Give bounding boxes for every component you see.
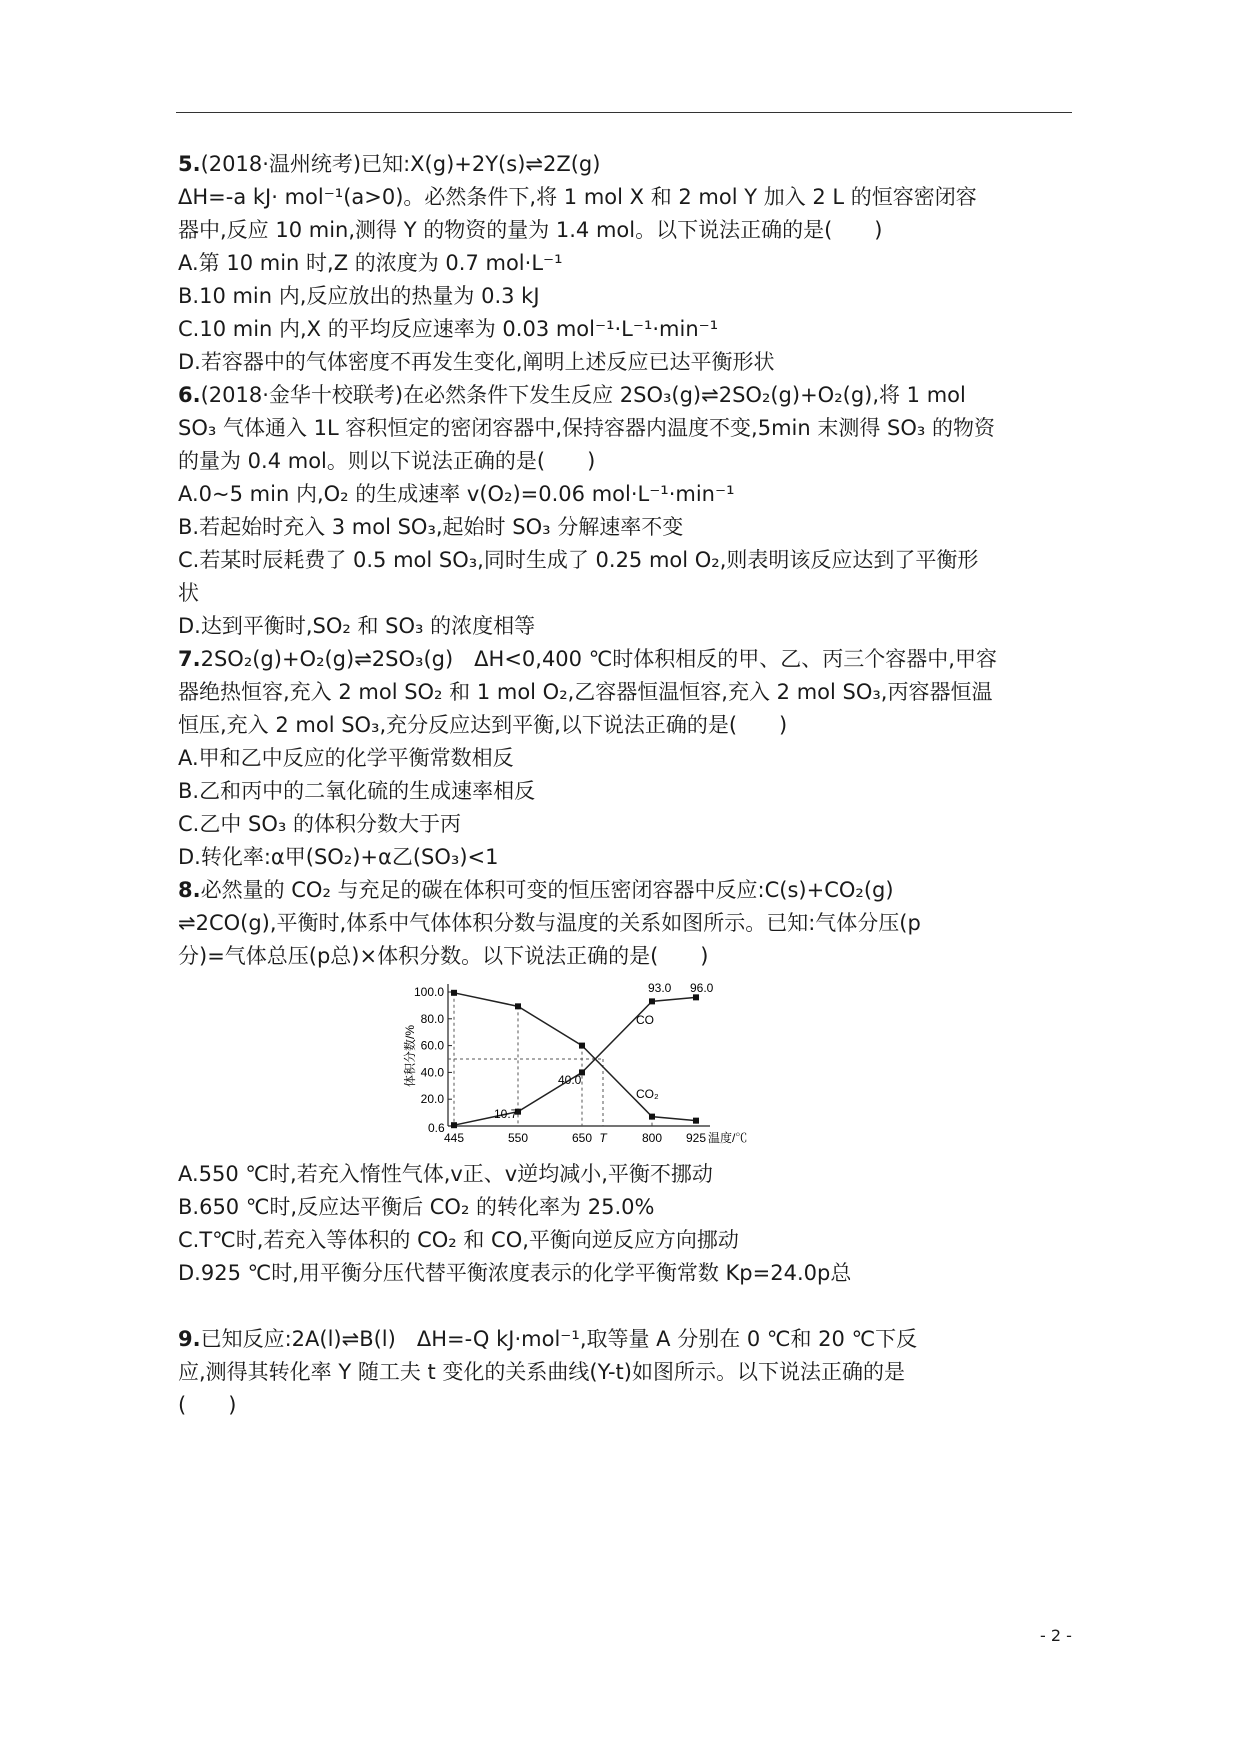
text-line [178,1191,1078,1224]
text-line [178,214,1078,247]
line-text: A.0~5 min 内,O₂ 的生成速率 v(O₂)=0.06 mol·L⁻¹·min⁻¹ [178,482,735,506]
text-line [178,544,1078,577]
y-tick-label: 100.0 [413,985,444,999]
line-text: ⇌2CO(g),平衡时,体系中气体体积分数与温度的关系如图所示。已知:气体分压(p [178,911,921,935]
x-axis-label: 温度/℃ [708,1131,748,1145]
series-label: CO₂ [636,1087,659,1101]
line-text: ( ) [178,1393,237,1417]
line-text: 恒压,充入 2 mol SO₃,充分反应达到平衡,以下说法正确的是( ) [178,713,788,737]
text-line [178,346,1078,379]
text-line [178,1323,1078,1356]
line-text: D.达到平衡时,SO₂ 和 SO₃ 的浓度相等 [178,614,536,638]
x-tick-label: T [599,1131,607,1145]
question-number: 5. [178,152,201,176]
text-line [178,280,1078,313]
question-number: 6. [178,383,201,407]
line-text: C.10 min 内,X 的平均反应速率为 0.03 mol⁻¹·L⁻¹·min⁻¹ [178,317,719,341]
line-text: D.转化率:α甲(SO₂)+α乙(SO₃)<1 [178,845,499,869]
text-line [178,907,1078,940]
point-label: 0.6 [428,1121,445,1135]
text-line [178,445,1078,478]
text-line [178,775,1078,808]
text-line [178,709,1078,742]
x-tick-label: 800 [641,1131,663,1145]
question-number: 8. [178,878,201,902]
text-line [178,676,1078,709]
text-line [178,478,1078,511]
data-point [451,990,457,996]
text-line [178,643,1078,676]
line-text: (2018·金华十校联考)在必然条件下发生反应 2SO₃(g)⇌2SO₂(g)+O₂(g),将 1 mol [200,383,966,407]
line-text: 器中,反应 10 min,测得 Y 的物资的量为 1.4 mol。以下说法正确的是( ) [178,218,883,242]
line-text: 器绝热恒容,充入 2 mol SO₂ 和 1 mol O₂,乙容器恒温恒容,充入 2 mol SO₃,丙容器恒温 [178,680,993,704]
text-line [178,940,1078,973]
y-tick-label: 80.0 [420,1011,444,1026]
line-text: ΔH=-a kJ· mol⁻¹(a>0)。必然条件下,将 1 mol X 和 2 mol Y 加入 2 L 的恒容密闭容 [178,185,977,209]
data-point [579,1043,585,1049]
line-text: A.甲和乙中反应的化学平衡常数相反 [178,746,514,770]
line-text: 已知反应:2A(l)⇌B(l) ΔH=-Q kJ·mol⁻¹,取等量 A 分别在 0 ℃和 20 ℃下反 [200,1327,918,1351]
line-text: D.925 ℃时,用平衡分压代替平衡浓度表示的化学平衡常数 Kp=24.0p总 [178,1261,852,1285]
data-point [515,1003,521,1009]
y-tick-label: 60.0 [420,1038,444,1053]
text-line [178,313,1078,346]
header-rule [176,112,1072,113]
line-text: 状 [178,581,199,605]
text-line [178,1356,1078,1389]
text-line [178,577,1078,610]
line-text: C.若某时辰耗费了 0.5 mol SO₃,同时生成了 0.25 mol O₂,则表明该反应达到了平衡形 [178,548,979,572]
x-tick-label: 445 [443,1131,465,1145]
point-label: 93.0 [648,981,672,995]
line-text: D.若容器中的气体密度不再发生变化,阐明上述反应已达平衡形状 [178,350,775,374]
line-text: 必然量的 CO₂ 与充足的碳在体积可变的恒压密闭容器中反应:C(s)+CO₂(g) [200,878,894,902]
text-line [178,1257,1078,1290]
line-text: A.第 10 min 时,Z 的浓度为 0.7 mol·L⁻¹ [178,251,563,275]
chart-marks [428,981,714,1135]
data-point [693,1118,699,1124]
text-line [178,1290,1078,1323]
point-label: 40.0 [558,1073,582,1087]
text-line [178,379,1078,412]
text-line [178,412,1078,445]
line-text: 应,测得其转化率 Y 随工夫 t 变化的关系曲线(Y-t)如图所示。以下说法正确的是 [178,1360,905,1384]
series-line [454,997,696,1125]
line-text: C.T℃时,若充入等体积的 CO₂ 和 CO,平衡向逆反应方向挪动 [178,1228,739,1252]
text-line [178,1158,1078,1191]
page-number: - 2 - [1040,1626,1072,1645]
question-text-top [178,148,1078,973]
line-text: B.乙和丙中的二氧化硫的生成速率相反 [178,779,536,803]
x-tick-label: 925 [685,1131,707,1145]
line-text: B.10 min 内,反应放出的热量为 0.3 kJ [178,284,540,308]
line-text: SO₃ 气体通入 1L 容积恒定的密闭容器中,保持容器内温度不变,5min 末测得 SO₃ 的物资 [178,416,995,440]
line-text: 2SO₂(g)+O₂(g)⇌2SO₃(g) ΔH<0,400 ℃时体积相反的甲、乙、丙三个容器中,甲容 [200,647,997,671]
text-line [178,808,1078,841]
x-tick-label: 550 [507,1131,529,1145]
text-line [178,1224,1078,1257]
series-line [454,993,696,1121]
line-text: (2018·温州统考)已知:X(g)+2Y(s)⇌2Z(g) [200,152,601,176]
text-line [178,511,1078,544]
data-point [451,1122,457,1128]
point-label: 10.7 [494,1107,518,1121]
data-point [693,994,699,1000]
question-number: 7. [178,647,201,671]
data-point [649,1114,655,1120]
question-text-bottom [178,1158,1078,1422]
point-label: 96.0 [690,981,714,995]
line-text: 分)=气体总压(p总)×体积分数。以下说法正确的是( ) [178,944,709,968]
text-line [178,1389,1078,1422]
y-axis-label: 体积分数/% [403,1024,417,1088]
line-text: B.若起始时充入 3 mol SO₃,起始时 SO₃ 分解速率不变 [178,515,684,539]
text-line [178,181,1078,214]
line-text: B.650 ℃时,反应达平衡后 CO₂ 的转化率为 25.0% [178,1195,655,1219]
line-text: 的量为 0.4 mol。则以下说法正确的是( ) [178,449,596,473]
text-line [178,742,1078,775]
x-tick-label: 650 [571,1131,593,1145]
text-line [178,874,1078,907]
question-number: 9. [178,1327,201,1351]
volume-fraction-chart [398,976,748,1152]
text-line [178,247,1078,280]
series-label: CO [636,1013,654,1027]
y-tick-label: 40.0 [420,1065,444,1080]
text-line [178,148,1078,181]
line-text: C.乙中 SO₃ 的体积分数大于丙 [178,812,461,836]
data-point [649,998,655,1004]
text-line [178,610,1078,643]
line-text: A.550 ℃时,若充入惰性气体,v正、v逆均减小,平衡不挪动 [178,1162,713,1186]
text-line [178,841,1078,874]
y-tick-label: 20.0 [420,1092,444,1107]
